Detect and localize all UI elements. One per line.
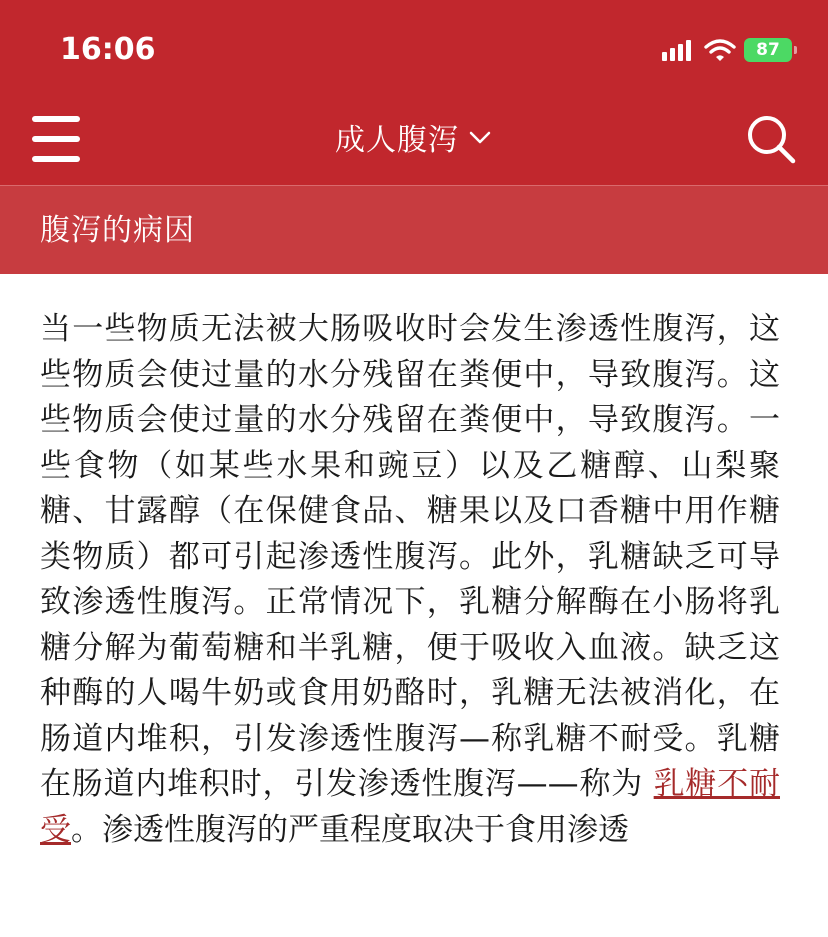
- chevron-down-icon: [467, 124, 493, 150]
- app-header: [0, 0, 828, 185]
- status-time: 16:06: [60, 32, 156, 67]
- cellular-signal-icon: [662, 39, 694, 61]
- status-indicators: [662, 36, 792, 64]
- battery-tip: [794, 46, 797, 54]
- page-title: 成人腹泻: [335, 123, 459, 158]
- search-icon[interactable]: [744, 112, 800, 168]
- battery-level: 87: [756, 40, 780, 60]
- battery-icon: [744, 38, 792, 62]
- title-dropdown-button[interactable]: [335, 115, 493, 159]
- section-title: 腹泻的病因: [40, 213, 195, 248]
- hamburger-menu-icon[interactable]: [32, 114, 80, 164]
- lactose-intolerance-link[interactable]: 乳糖不耐受: [40, 766, 780, 848]
- wifi-icon: [704, 38, 736, 62]
- section-header: [0, 185, 828, 274]
- title-container: [0, 112, 828, 162]
- article-text: 当一些物质无法被大肠吸收时会发生渗透性腹泻，这些物质会使过量的水分残留在粪便中，导致腹泻。这些物质会使过量的水分残留在粪便中，导致腹泻。一些食物（如某些水果和豌豆）以及乙糖醇、山梨聚糖、甘露醇（在保健食品、糖果以及口香糖中用作糖类物质）都可引起渗透性腹泻。此外，乳糖缺乏可导致渗透性腹泻。正常情况下，乳糖分解酶在小肠将乳糖分解为葡萄糖和半乳糖，便于吸收入血液。缺乏这种酶的人喝牛奶或食用奶酪时，乳糖无法被消化，在肠道内堆积，引发渗透性腹泻—称乳糖不耐受。乳糖在肠道内堆积时，引发渗透性腹泻——称为: [40, 311, 780, 802]
- article-text-continued: 。渗透性腹泻的严重程度取决于食用渗透: [71, 811, 629, 848]
- article-body: [40, 307, 780, 853]
